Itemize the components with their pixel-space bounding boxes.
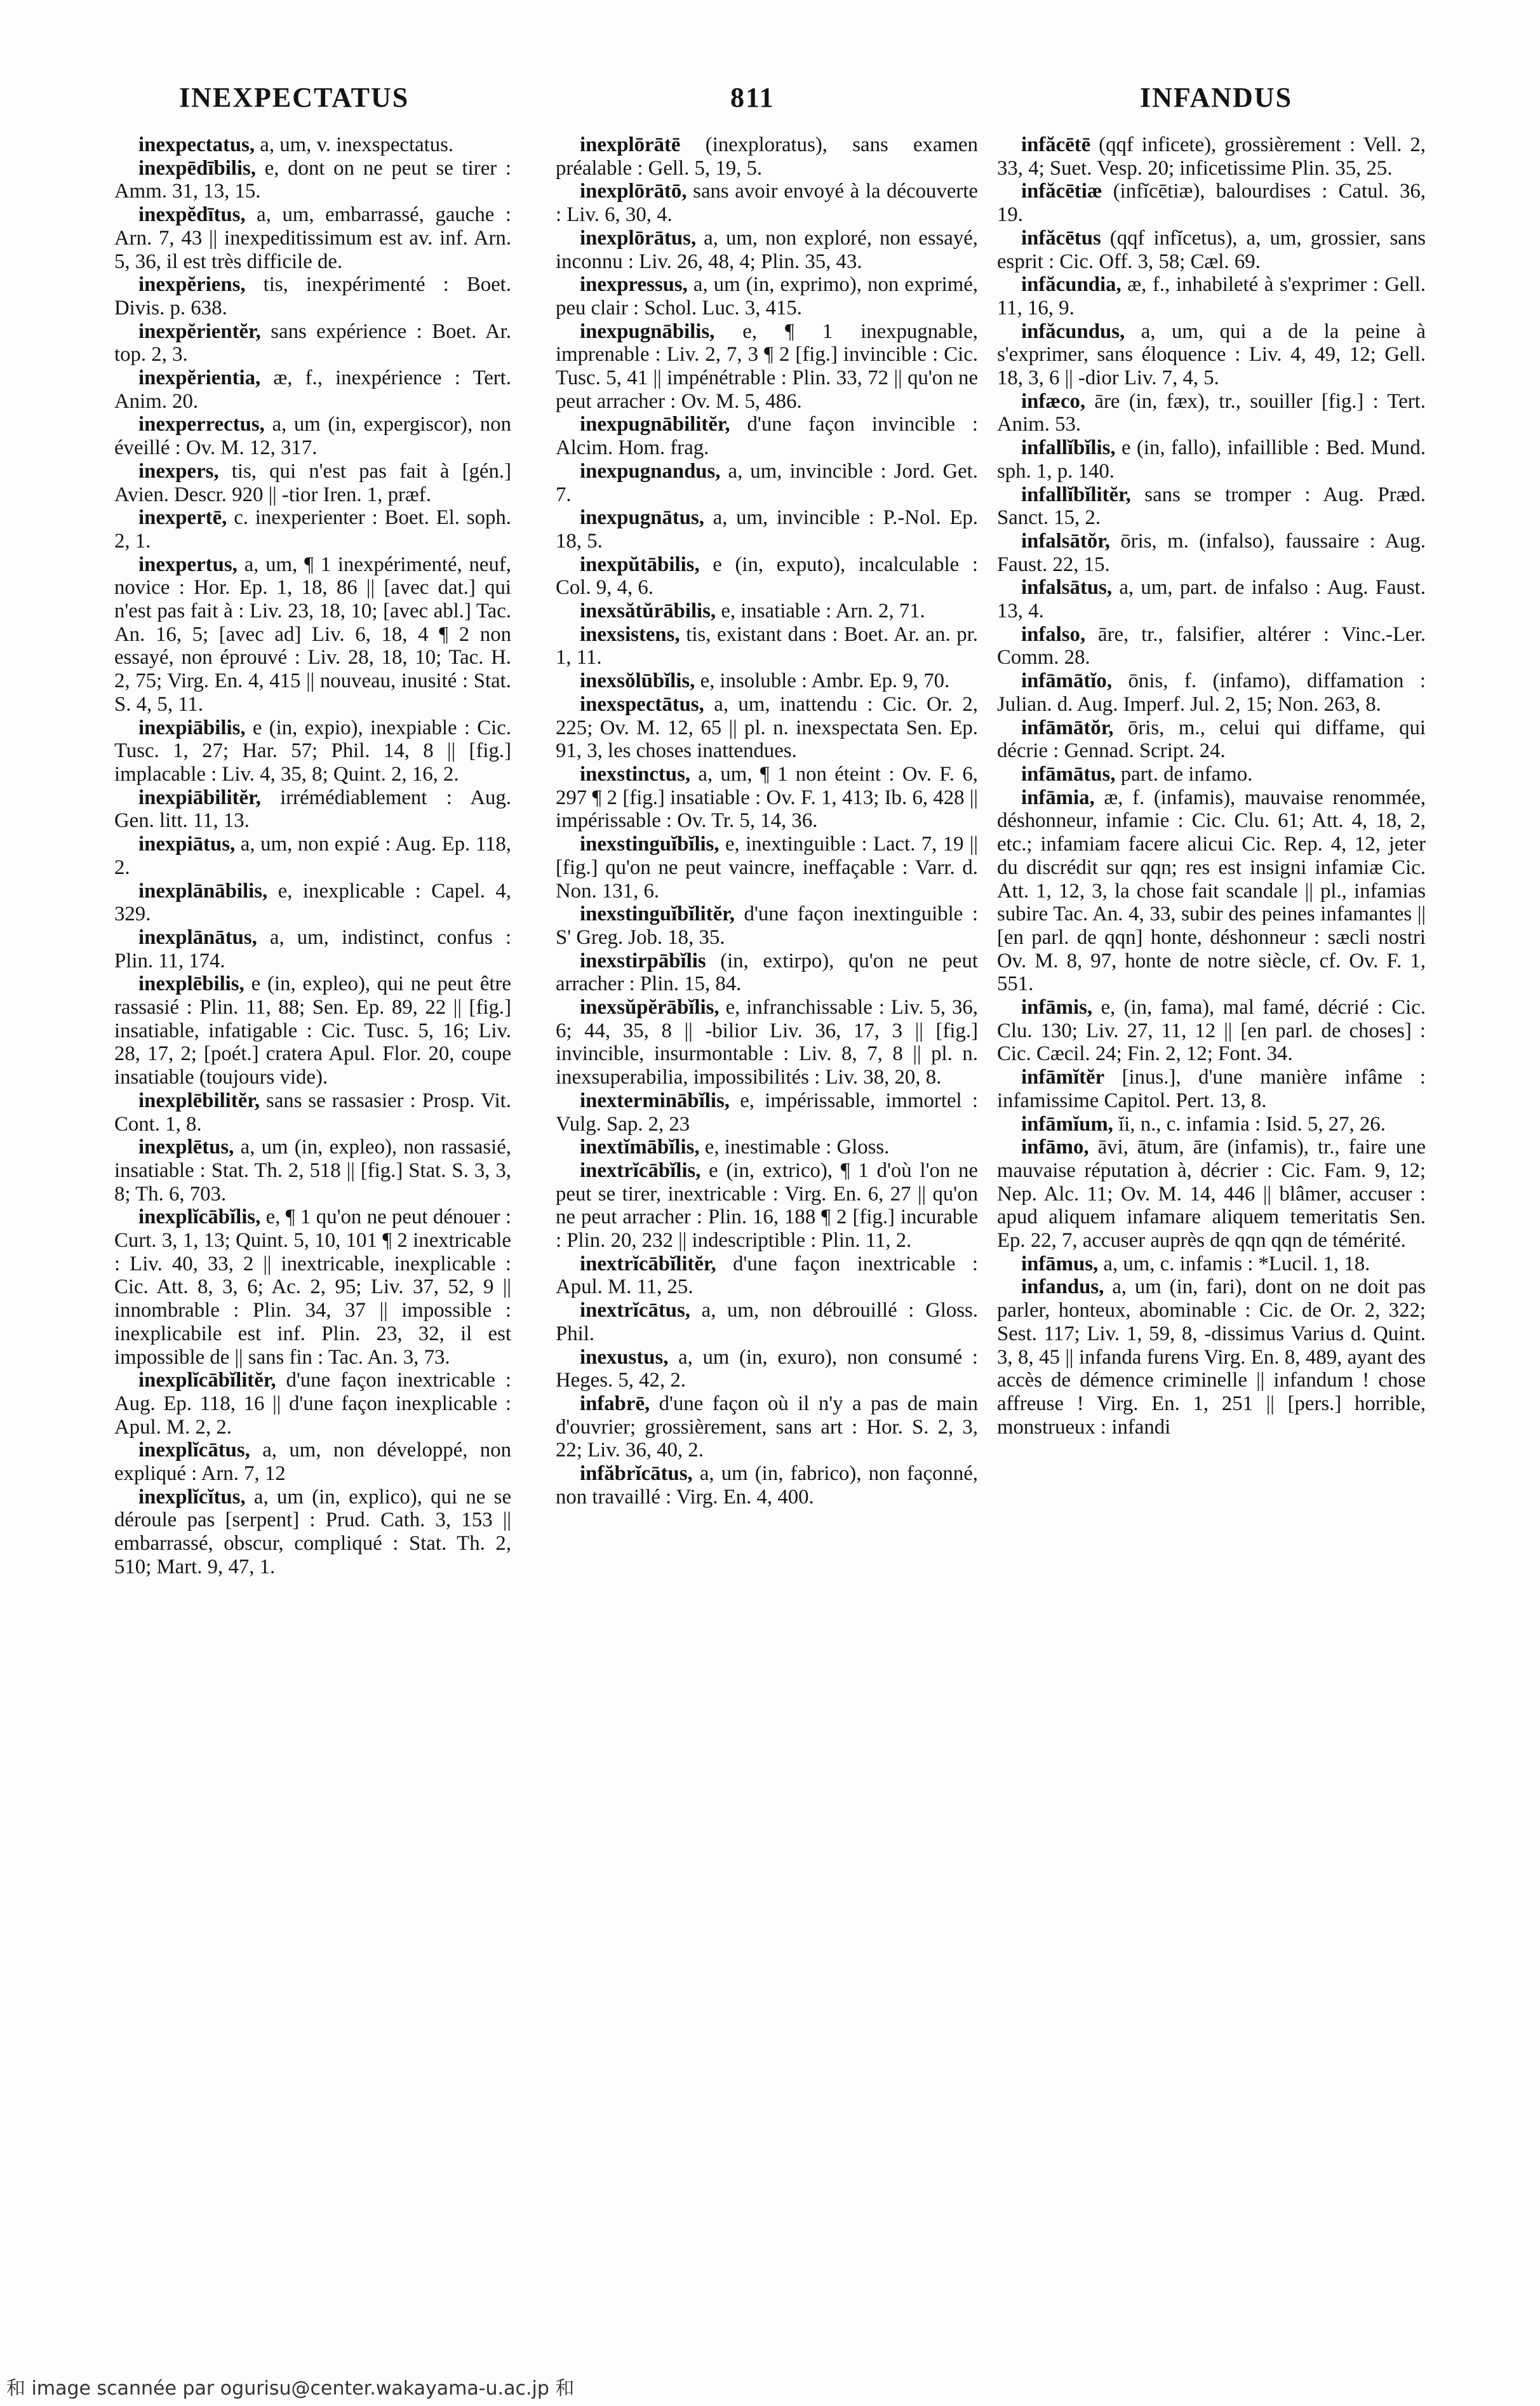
- entry-definition: e, inexplicable : Capel. 4, 329.: [114, 879, 511, 926]
- entry-headword: inexplĭcĭtus,: [138, 1485, 246, 1509]
- entry-headword: inexplōrātus,: [580, 226, 697, 250]
- dictionary-entry: [997, 436, 1426, 483]
- entry-headword: inexstirpābĭlis: [580, 949, 706, 972]
- entry-definition: e (in, exputo), incalculable : Col. 9, 4, 6.: [556, 553, 978, 600]
- entry-headword: infăbrĭcātus,: [580, 1462, 693, 1486]
- entry-headword: infāmĭum,: [1021, 1112, 1113, 1136]
- entry-definition: part. de infamo.: [1115, 762, 1253, 786]
- entry-headword: inexsistens,: [580, 622, 680, 646]
- entry-headword: inexplēbilitĕr,: [138, 1089, 260, 1112]
- dictionary-entry: [997, 320, 1426, 390]
- dictionary-entry: [556, 1159, 978, 1253]
- entry-definition: tis, existant dans : Boet. Ar. an. pr. 1, 11.: [556, 622, 978, 669]
- dictionary-entry: [997, 786, 1426, 996]
- dictionary-entry: [556, 413, 978, 459]
- entry-definition: a, um, qui a de la peine à s'exprimer, sans éloquence : Liv. 4, 49, 12; Gell. 18, 3, 6 || -dior Liv. 7, 4, 5.: [997, 319, 1426, 390]
- dictionary-entry: [556, 1299, 978, 1345]
- entry-headword: inexpiābilitĕr,: [138, 786, 261, 809]
- entry-definition: e, dont on ne peut se tirer : Amm. 31, 13, 15.: [114, 156, 511, 203]
- entry-headword: infăcētiæ: [1021, 180, 1102, 203]
- entry-definition: d'une façon inextricable : Aug. Ep. 118, 16 || d'une façon inexplicable : Apul. M. 2, 2.: [114, 1369, 511, 1439]
- entry-headword: inexpressus,: [580, 273, 688, 297]
- entry-headword: inexplōrātō,: [580, 180, 687, 203]
- entry-headword: inexpugnābilitĕr,: [580, 413, 730, 436]
- page-header: [0, 81, 1540, 132]
- header-left-guideword: INEXPECTATUS: [179, 82, 410, 113]
- entry-headword: infāmĭtĕr: [1021, 1066, 1105, 1089]
- entry-definition: [inus.], d'une manière infâme : infamissime Capitol. Pert. 13, 8.: [997, 1066, 1426, 1112]
- dictionary-entry: [114, 506, 511, 553]
- dictionary-entry: [114, 786, 511, 833]
- entry-definition: a, um (in, fari), dont on ne doit pas parler, honteux, abominable : Cic. de Or. 2, 322; Sest. 117; Liv. 1, 59, 8, -dissimus Varius d. Quint. 3, 8, 45 || infanda furens Virg. En. 8, 489, ayant des accès de démence criminelle || infandum ! chose affreuse ! Virg. En. 1, 251 || [pers.] horrible, monstrueux : infandi: [997, 1275, 1426, 1439]
- entry-headword: inexplĭcātus,: [138, 1439, 250, 1462]
- entry-definition: a, um, invincible : Jord. Get. 7.: [556, 459, 978, 506]
- entry-definition: a, um, non débrouillé : Gloss. Phil.: [556, 1299, 978, 1345]
- entry-definition: ōnis, f. (infamo), diffamation : Julian. d. Aug. Imperf. Jul. 2, 15; Non. 263, 8.: [997, 669, 1426, 716]
- entry-definition: ĭi, n., c. infamia : Isid. 5, 27, 26.: [1113, 1112, 1386, 1136]
- entry-definition: āre (in, fæx), tr., souiller [fig.] : Tert. Anim. 53.: [997, 389, 1426, 436]
- dictionary-entry: [997, 669, 1426, 716]
- entry-definition: sans se rassasier : Prosp. Vit. Cont. 1, 8.: [114, 1089, 511, 1136]
- column-3: [997, 133, 1426, 2312]
- entry-headword: inexplĭcābĭlis,: [138, 1206, 261, 1229]
- dictionary-entry: [556, 600, 978, 623]
- entry-headword: inexpiātus,: [138, 833, 236, 856]
- entry-definition: tis, inexpérimenté : Boet. Divis. p. 638.: [114, 273, 511, 319]
- entry-definition: a, um (in, explico), qui ne se déroule pas [serpent] : Prud. Cath. 3, 153 || embarrassé, obscur, compliqué : Stat. Th. 2, 510; Mart. 9, 47, 1.: [114, 1485, 511, 1578]
- dictionary-entry: [997, 133, 1426, 180]
- dictionary-entry: [114, 1486, 511, 1579]
- entry-headword: inexpĕriens,: [138, 273, 246, 297]
- entry-definition: e, ¶ 1 qu'on ne peut dénouer : Curt. 3, 1, 13; Quint. 5, 10, 101 ¶ 2 inextricable : Liv. 40, 33, 2 || inextricable, inexplicable : Cic. Att. 8, 3, 6; Ac. 2, 95; Liv. 37, 52, 9 || innombrable : Plin. 34, 37 || impossible : inexplicabile est inf. Plin. 23, 32, il est impossible de || sans fin : Tac. An. 3, 73.: [114, 1206, 511, 1369]
- dictionary-entry: [114, 366, 511, 413]
- dictionary-entry: [556, 1136, 978, 1159]
- entry-headword: infabrē,: [580, 1392, 650, 1415]
- entry-headword: infāmātus,: [1021, 762, 1116, 786]
- entry-headword: inextrĭcātus,: [580, 1299, 690, 1322]
- entry-definition: a, um, c. infamis : *Lucil. 1, 18.: [1098, 1252, 1370, 1275]
- dictionary-entry: [556, 996, 978, 1089]
- entry-definition: (inexploratus), sans examen préalable : Gell. 5, 19, 5.: [556, 133, 978, 180]
- entry-headword: infāmia,: [1021, 786, 1095, 809]
- header-right-guideword: INFANDUS: [1140, 82, 1293, 113]
- entry-definition: a, um, non exploré, non essayé, inconnu : Liv. 26, 48, 4; Plin. 35, 43.: [556, 226, 978, 273]
- entry-definition: d'une façon inextricable : Apul. M. 11, 25.: [556, 1252, 978, 1299]
- page-number: 811: [730, 82, 775, 113]
- entry-headword: inexplānābilis,: [138, 879, 268, 903]
- dictionary-entry: [114, 972, 511, 1089]
- dictionary-entry: [114, 926, 511, 972]
- dictionary-entry: [114, 1089, 511, 1136]
- entry-headword: infæco,: [1021, 389, 1086, 413]
- entry-definition: ōris, m. (infalso), faussaire : Aug. Faust. 22, 15.: [997, 529, 1426, 576]
- scan-credit: 和 image scannée par ogurisu@center.wakayama-u.ac.jp 和: [6, 2377, 575, 2400]
- entry-definition: e (in, extrico), ¶ 1 d'où l'on ne peut se tirer, inextricable : Virg. En. 6, 27 || qu'on ne peut arracher : Plin. 16, 188 ¶ 2 [fig.] incurable : Plin. 20, 232 || indescriptible : Plin. 11, 2.: [556, 1159, 978, 1253]
- dictionary-entry: [556, 133, 978, 180]
- dictionary-entry: [556, 506, 978, 553]
- dictionary-entry: [114, 460, 511, 506]
- dictionary-entry: [997, 763, 1426, 786]
- dictionary-entry: [114, 880, 511, 926]
- dictionary-entry: [997, 180, 1426, 226]
- entry-headword: inexpers,: [138, 459, 219, 483]
- entry-headword: infăcundus,: [1021, 319, 1125, 343]
- entry-headword: inexterminābĭlis,: [580, 1089, 730, 1112]
- entry-definition: e (in, fallo), infaillible : Bed. Mund. sph. 1, p. 140.: [997, 436, 1426, 483]
- dictionary-entry: [997, 483, 1426, 530]
- dictionary-entry: [556, 693, 978, 763]
- entry-headword: inexstinguĭbĭlis,: [580, 833, 720, 856]
- dictionary-entry: [556, 1346, 978, 1392]
- entry-definition: c. inexperienter : Boet. El. soph. 2, 1.: [114, 506, 511, 553]
- entry-headword: inexstinguĭbĭlitĕr,: [580, 903, 735, 926]
- entry-headword: inexpŭtābilis,: [580, 553, 700, 576]
- dictionary-entry: [556, 1462, 978, 1509]
- dictionary-entry: [997, 996, 1426, 1066]
- entry-definition: e, inextinguible : Lact. 7, 19 || [fig.] qu'on ne peut vaincre, ineffaçable : Varr. d. Non. 131, 6.: [556, 833, 978, 903]
- dictionary-entry: [556, 763, 978, 833]
- dictionary-entry: [997, 1066, 1426, 1112]
- entry-definition: d'une façon inextinguible : S' Greg. Job. 18, 35.: [556, 903, 978, 949]
- entry-definition: e (in, expio), inexpiable : Cic. Tusc. 1, 27; Har. 57; Phil. 14, 8 || [fig.] implacable : Liv. 4, 35, 8; Quint. 2, 16, 2.: [114, 716, 511, 786]
- dictionary-entry: [997, 716, 1426, 763]
- entry-headword: infāmo,: [1021, 1136, 1089, 1159]
- entry-headword: inextrĭcābĭlitĕr,: [580, 1252, 716, 1275]
- dictionary-entry: [114, 133, 511, 157]
- entry-headword: infăcētē: [1021, 133, 1091, 156]
- entry-headword: infāmātĭo,: [1021, 669, 1113, 693]
- dictionary-entry: [556, 1089, 978, 1136]
- entry-definition: sans avoir envoyé à la découverte : Liv. 6, 30, 4.: [556, 180, 978, 227]
- dictionary-entry: [556, 950, 978, 996]
- entry-headword: inextĭmābĭlis,: [580, 1136, 700, 1159]
- dictionary-entry: [556, 180, 978, 226]
- dictionary-entry: [997, 227, 1426, 273]
- dictionary-entry: [556, 320, 978, 413]
- entry-headword: infāmis,: [1021, 996, 1093, 1019]
- entry-definition: a, um (in, expleo), non rassasié, insatiable : Stat. Th. 2, 518 || [fig.] Stat. S. 3, 3, 8; Th. 6, 703.: [114, 1136, 511, 1206]
- entry-definition: a, um (in, exprimo), non exprimé, peu clair : Schol. Luc. 3, 415.: [556, 273, 978, 319]
- entry-definition: tis, qui n'est pas fait à [gén.] Avien. Descr. 920 || -tior Iren. 1, præf.: [114, 459, 511, 506]
- entry-definition: (qqf infĭcetus), a, um, grossier, sans esprit : Cic. Off. 3, 58; Cæl. 69.: [997, 226, 1426, 273]
- entry-headword: infalsātus,: [1021, 576, 1113, 600]
- entry-definition: āvi, ātum, āre (infamis), tr., faire une mauvaise réputation à, décrier : Cic. Fam. 9, 12; Nep. Alc. 11; Ov. M. 14, 446 || blâmer, accuser : apud aliquem infamare aliquem temeritatis Sen. Ep. 22, 7, accuser auprès de qqn qqn de témérité.: [997, 1136, 1426, 1253]
- entry-definition: a, um, v. inexspectatus.: [255, 133, 454, 156]
- entry-headword: inexustus,: [580, 1345, 669, 1369]
- entry-definition: e, insatiable : Arn. 2, 71.: [716, 600, 925, 623]
- entry-headword: inexplōrātē: [580, 133, 681, 156]
- entry-headword: infalsātŏr,: [1021, 529, 1111, 553]
- dictionary-entry: [997, 390, 1426, 436]
- entry-headword: inexplēbilis,: [138, 972, 244, 996]
- entry-definition: a, um, inattendu : Cic. Or. 2, 225; Ov. M. 12, 65 || pl. n. inexspectata Sen. Ep. 91, 3, les choses inattendues.: [556, 692, 978, 763]
- dictionary-entry: [114, 1439, 511, 1485]
- entry-definition: irrémédiablement : Aug. Gen. litt. 11, 13.: [114, 786, 511, 833]
- entry-definition: a, um (in, fabrico), non façonné, non travaillé : Virg. En. 4, 400.: [556, 1462, 978, 1509]
- dictionary-entry: [114, 203, 511, 273]
- dictionary-entry: [114, 157, 511, 203]
- entry-definition: a, um, invincible : P.-Nol. Ep. 18, 5.: [556, 506, 978, 553]
- entry-definition: a, um, ¶ 1 non éteint : Ov. F. 6, 297 ¶ 2 [fig.] insatiable : Ov. F. 1, 413; Ib. 6, 428 || impérissable : Ov. Tr. 5, 14, 36.: [556, 762, 978, 833]
- dictionary-entry: [556, 833, 978, 903]
- entry-definition: d'une façon invincible : Alcim. Hom. frag.: [556, 413, 978, 460]
- entry-definition: a, um (in, exuro), non consumé : Heges. 5, 42, 2.: [556, 1345, 978, 1392]
- column-2: [556, 133, 978, 2312]
- entry-definition: a, um, non expié : Aug. Ep. 118, 2.: [114, 833, 511, 879]
- entry-definition: e, ¶ 1 inexpugnable, imprenable : Liv. 2, 7, 3 ¶ 2 [fig.] invincible : Cic. Tusc. 5, 41 || impénétrable : Plin. 33, 72 || qu'on ne peut arracher : Ov. M. 5, 486.: [556, 319, 978, 413]
- entry-headword: inexpĕrientia,: [138, 366, 261, 390]
- entry-headword: inexspectātus,: [580, 692, 704, 716]
- entry-headword: infallĭbĭlitĕr,: [1021, 483, 1131, 506]
- entry-definition: e (in, expleo), qui ne peut être rassasié : Plin. 11, 88; Sen. Ep. 89, 22 || [fig.] insatiable, infatigable : Cic. Tusc. 5, 16; Liv. 28, 17, 2; [poét.] cratera Apul. Flor. 20, coupe insatiable (toujours vide).: [114, 972, 511, 1089]
- dictionary-entry: [997, 530, 1426, 576]
- entry-definition: sans expérience : Boet. Ar. top. 2, 3.: [114, 319, 511, 366]
- dictionary-entry: [556, 273, 978, 319]
- entry-definition: a, um (in, expergiscor), non éveillé : Ov. M. 12, 317.: [114, 413, 511, 460]
- entry-headword: infallĭbĭlis,: [1021, 436, 1116, 460]
- entry-headword: inexpĕrientĕr,: [138, 319, 261, 343]
- dictionary-entry: [114, 273, 511, 319]
- entry-definition: d'une façon où il n'y a pas de main d'ouvrier; grossièrement, sans art : Hor. S. 2, 3, 22; Liv. 36, 40, 2.: [556, 1392, 978, 1462]
- entry-headword: infalso,: [1021, 622, 1086, 646]
- entry-definition: æ, f. (infamis), mauvaise renommée, déshonneur, infamie : Cic. Clu. 61; Att. 4, 18, 2, etc.; infamiam facere alicui Cic. Rep. 4, 12, jeter du discrédit sur qqn; res est insigni infamiæ Cic. Att. 1, 12, 3, la chose fait scandale || pl., infamias subire Tac. An. 4, 33, subir des peines infamantes || [en parl. de qqn] honte, déshonneur : sæcli nostri Ov. M. 8, 97, honte de notre siècle, cf. Ov. F. 1, 551.: [997, 786, 1426, 996]
- dictionary-entry: [114, 553, 511, 716]
- entry-headword: inexstinctus,: [580, 762, 691, 786]
- dictionary-entry: [997, 1136, 1426, 1253]
- entry-headword: infandus,: [1021, 1275, 1104, 1299]
- entry-definition: æ, f., inhabileté à s'exprimer : Gell. 11, 16, 9.: [997, 273, 1426, 319]
- dictionary-entry: [114, 320, 511, 366]
- entry-definition: e, inestimable : Gloss.: [699, 1136, 890, 1159]
- entry-headword: inexpertē,: [138, 506, 227, 530]
- entry-headword: infăcundia,: [1021, 273, 1122, 297]
- dictionary-entry: [556, 227, 978, 273]
- dictionary-entry: [556, 1392, 978, 1462]
- entry-definition: e, infranchissable : Liv. 5, 36, 6; 44, 35, 8 || -bilior Liv. 36, 17, 3 || [fig.] invincible, insurmontable : Liv. 8, 7, 8 || pl. n. inexsuperabilia, impossibilités : Liv. 38, 20, 8.: [556, 996, 978, 1089]
- entry-definition: e, (in, fama), mal famé, décrié : Cic. Clu. 130; Liv. 27, 11, 12 || [en parl. de choses] : Cic. Cæcil. 24; Fin. 2, 12; Font. 34.: [997, 996, 1426, 1066]
- dictionary-entry: [556, 460, 978, 506]
- dictionary-entry: [114, 716, 511, 786]
- entry-headword: inexpugnābilis,: [580, 319, 715, 343]
- entry-definition: e, insoluble : Ambr. Ep. 9, 70.: [695, 669, 950, 693]
- entry-headword: infāmus,: [1021, 1252, 1099, 1275]
- entry-headword: inexsŏlūbĭlis,: [580, 669, 695, 693]
- entry-headword: inexpēdībilis,: [138, 156, 256, 180]
- entry-headword: inexsŭpĕrābĭlis,: [580, 996, 720, 1019]
- entry-headword: inexplĭcābĭlitĕr,: [138, 1369, 276, 1392]
- dictionary-entry: [556, 1253, 978, 1299]
- dictionary-entry: [114, 1206, 511, 1369]
- dictionary-entry: [556, 669, 978, 693]
- dictionary-entry: [114, 413, 511, 459]
- dictionary-entry: [556, 553, 978, 600]
- column-1: [114, 133, 511, 2312]
- entry-headword: inexpertus,: [138, 553, 238, 576]
- dictionary-entry: [997, 1275, 1426, 1439]
- dictionary-entry: [114, 1136, 511, 1206]
- entry-definition: (qqf inficete), grossièrement : Vell. 2, 33, 4; Suet. Vesp. 20; inficetissime Plin. 35, 25.: [997, 133, 1426, 180]
- entry-headword: inexpectatus,: [138, 133, 255, 156]
- dictionary-entry: [556, 623, 978, 669]
- dictionary-entry: [997, 273, 1426, 319]
- entry-headword: inexsătŭrābilis,: [580, 600, 716, 623]
- dictionary-entry: [114, 1369, 511, 1439]
- entry-definition: a, um, embarrassé, gauche : Arn. 7, 43 || inexpeditissimum est av. inf. Arn. 5, 36, il est très difficile de.: [114, 203, 511, 273]
- entry-headword: infāmātŏr,: [1021, 716, 1114, 739]
- entry-headword: inexpiābilis,: [138, 716, 246, 739]
- entry-headword: inexplētus,: [138, 1136, 234, 1159]
- entry-definition: a, um, indistinct, confus : Plin. 11, 174.: [114, 925, 511, 972]
- dictionary-entry: [997, 1253, 1426, 1276]
- entry-definition: (infĭcētiæ), balourdises : Catul. 36, 19.: [997, 180, 1426, 227]
- entry-definition: (in, extirpo), qu'on ne peut arracher : Plin. 15, 84.: [556, 949, 978, 996]
- entry-definition: æ, f., inexpérience : Tert. Anim. 20.: [114, 366, 511, 413]
- entry-definition: a, um, part. de infalso : Aug. Faust. 13, 4.: [997, 576, 1426, 623]
- entry-headword: inexpugnandus,: [580, 459, 721, 483]
- entry-headword: inextrĭcābĭlis,: [580, 1159, 701, 1182]
- entry-headword: inexpugnātus,: [580, 506, 704, 530]
- entry-headword: inexpĕdītus,: [138, 203, 246, 227]
- entry-definition: āre, tr., falsifier, altérer : Vinc.-Ler. Comm. 28.: [997, 622, 1426, 669]
- entry-headword: inexperrectus,: [138, 413, 265, 436]
- dictionary-entry: [114, 833, 511, 879]
- entry-definition: sans se tromper : Aug. Præd. Sanct. 15, 2.: [997, 483, 1426, 530]
- entry-headword: inexplānātus,: [138, 925, 257, 949]
- dictionary-entry: [997, 576, 1426, 622]
- dictionary-entry: [997, 623, 1426, 669]
- entry-definition: a, um, non développé, non expliqué : Arn. 7, 12: [114, 1439, 511, 1486]
- dictionary-entry: [997, 1113, 1426, 1136]
- entry-definition: ōris, m., celui qui diffame, qui décrie : Gennad. Script. 24.: [997, 716, 1426, 763]
- entry-definition: e, impérissable, immortel : Vulg. Sap. 2, 23: [556, 1089, 978, 1136]
- dictionary-entry: [556, 903, 978, 949]
- entry-definition: a, um, ¶ 1 inexpérimenté, neuf, novice : Hor. Ep. 1, 18, 86 || [avec dat.] qui n'est pas fait à : Liv. 23, 18, 10; [avec abl.] Tac. An. 16, 5; [avec ad] Liv. 6, 18, 4 ¶ 2 non essayé, non éprouvé : Liv. 28, 18, 10; Tac. H. 2, 75; Virg. En. 4, 415 || nouveau, inusité : Stat. S. 4, 5, 11.: [114, 553, 511, 716]
- entry-headword: infăcētus: [1021, 226, 1101, 250]
